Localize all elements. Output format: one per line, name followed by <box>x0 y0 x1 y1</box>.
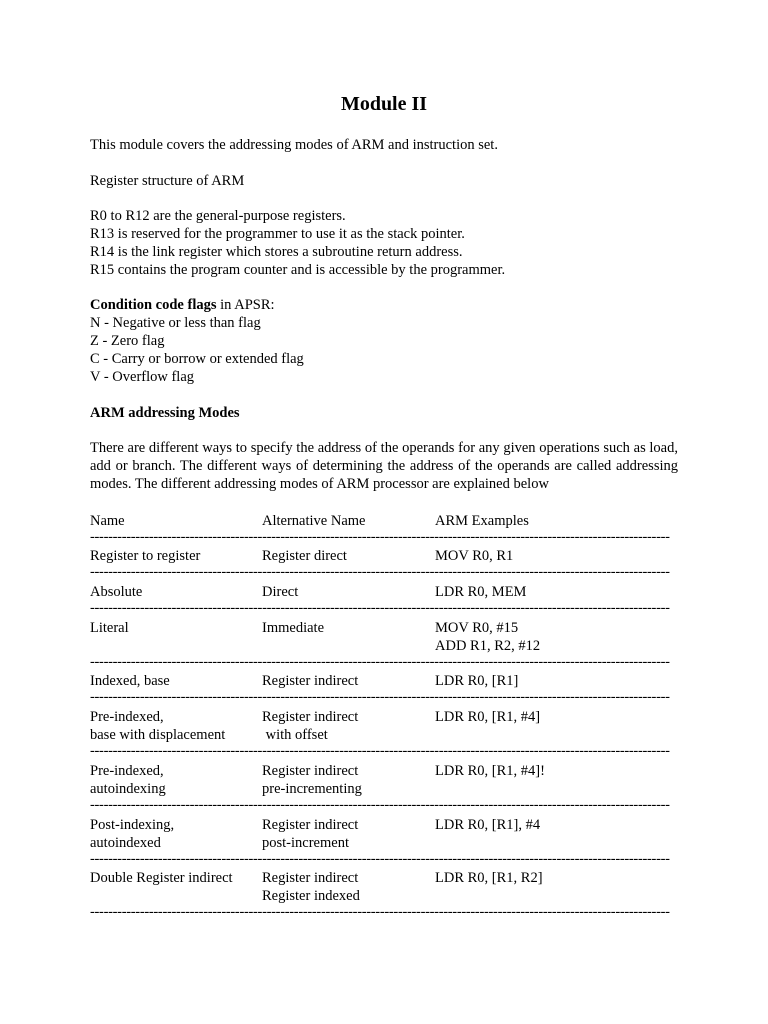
table-cell-alt: Register indirect <box>262 709 359 725</box>
intro-text: This module covers the addressing modes of ARM and instruction set. <box>90 137 498 153</box>
table-cell-alt: pre-incrementing <box>262 781 362 797</box>
flag-item: N - Negative or less than flag <box>90 315 261 331</box>
table-cell-alt: Direct <box>262 584 299 600</box>
table-separator: -------------------------------------------------------------------------------------------------------------------------------- <box>90 689 670 705</box>
table-cell-name: Register to register <box>90 548 201 564</box>
table-cell-example: LDR R0, MEM <box>435 584 527 600</box>
table-cell-alt: post-increment <box>262 835 349 851</box>
table-cell-name: Indexed, base <box>90 673 170 689</box>
table-cell-name: base with displacement <box>90 727 226 743</box>
table-separator: -------------------------------------------------------------------------------------------------------------------------------- <box>90 564 670 580</box>
table-cell-alt: Register indirect <box>262 817 359 833</box>
table-cell-name: Pre-indexed, <box>90 763 164 779</box>
addressing-heading: ARM addressing Modes <box>90 405 240 421</box>
register-line: R0 to R12 are the general-purpose registers. <box>90 208 346 224</box>
table-cell-name: autoindexed <box>90 835 161 851</box>
table-cell-alt: Register indirect <box>262 870 359 886</box>
table-header-name: Name <box>90 513 125 529</box>
table-separator: -------------------------------------------------------------------------------------------------------------------------------- <box>90 654 670 670</box>
table-cell-name: Absolute <box>90 584 143 600</box>
table-cell-name: Post-indexing, <box>90 817 175 833</box>
addressing-paragraph: There are different ways to specify the address of the operands for any given operations such as load, add or branch. The different ways of determining the address of the operands are called addressing modes. The different addressing modes of ARM processor are explained below <box>90 440 678 492</box>
table-separator: -------------------------------------------------------------------------------------------------------------------------------- <box>90 851 670 867</box>
table-cell-example: MOV R0, R1 <box>435 548 514 564</box>
table-cell-name: Double Register indirect <box>90 870 233 886</box>
register-heading: Register structure of ARM <box>90 173 245 189</box>
flag-item: Z - Zero flag <box>90 333 165 349</box>
register-line: R14 is the link register which stores a subroutine return address. <box>90 244 463 260</box>
table-cell-example: LDR R0, [R1, #4] <box>435 709 541 725</box>
table-cell-example: LDR R0, [R1] <box>435 673 519 689</box>
flags-heading <box>90 296 275 314</box>
table-separator: -------------------------------------------------------------------------------------------------------------------------------- <box>90 529 670 545</box>
table-cell-example: LDR R0, [R1, #4]! <box>435 763 545 779</box>
flags-heading-rest: in APSR: <box>216 297 275 313</box>
table-cell-alt: Register indirect <box>262 673 359 689</box>
register-line: R13 is reserved for the programmer to use it as the stack pointer. <box>90 226 465 242</box>
table-separator: -------------------------------------------------------------------------------------------------------------------------------- <box>90 904 670 920</box>
table-cell-alt: with offset <box>262 727 328 743</box>
table-cell-alt: Immediate <box>262 620 325 636</box>
table-header-alt: Alternative Name <box>262 513 366 529</box>
table-cell-alt: Register indexed <box>262 888 360 904</box>
table-cell-example: LDR R0, [R1, R2] <box>435 870 543 886</box>
flag-item: C - Carry or borrow or extended flag <box>90 351 304 367</box>
page-title: Module II <box>340 93 428 115</box>
table-cell-example: LDR R0, [R1], #4 <box>435 817 541 833</box>
table-cell-name: Pre-indexed, <box>90 709 164 725</box>
table-separator: -------------------------------------------------------------------------------------------------------------------------------- <box>90 797 670 813</box>
table-header-example: ARM Examples <box>435 513 529 529</box>
table-separator: -------------------------------------------------------------------------------------------------------------------------------- <box>90 743 670 759</box>
flag-item: V - Overflow flag <box>90 369 195 385</box>
flags-heading-bold: Condition code flags <box>90 297 217 313</box>
table-cell-name: autoindexing <box>90 781 166 797</box>
table-cell-name: Literal <box>90 620 129 636</box>
table-cell-example: MOV R0, #15 <box>435 620 519 636</box>
table-cell-alt: Register indirect <box>262 763 359 779</box>
register-line: R15 contains the program counter and is accessible by the programmer. <box>90 262 506 278</box>
table-cell-alt: Register direct <box>262 548 347 564</box>
table-separator: -------------------------------------------------------------------------------------------------------------------------------- <box>90 600 670 616</box>
table-cell-example: ADD R1, R2, #12 <box>435 638 541 654</box>
